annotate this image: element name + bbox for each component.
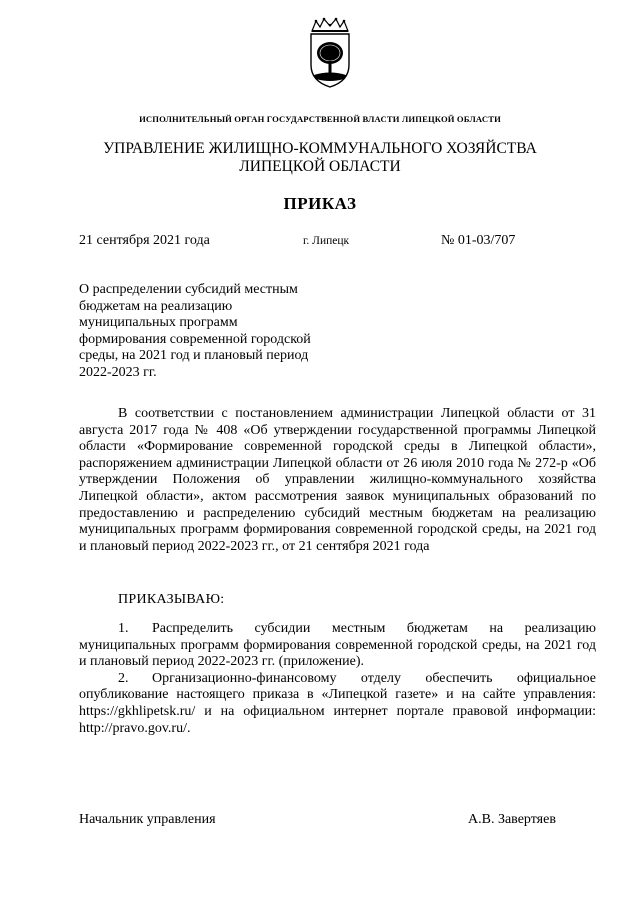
order-item-number: 1. [118,621,129,636]
order-item-text: Организационно-финансовому отделу обеспечить официальное опубликование настоящего приказа в «Липецкой газете» и на сайте управления: https://gkhlipetsk.ru/ и на официальном интернет портале правовой информации: http://pravo.gov.ru/. [79,670,596,736]
preamble-paragraph: В соответствии с постановлением администрации Липецкой области от 31 августа 2017 года № 408 «Об утверждении государственной программы Липецкой области «Формирование современной городской среды в Липецкой области», распоряжением администрации Липецкой области от 26 июля 2010 года № 272-р «Об утверждении Положения об управлении жилищно-коммунального хозяйства Липецкой области», актом рассмотрения заявок муниципальных образований по предоставлению и распределению субсидий местным бюджетам на реализацию муниципальных программ формирования современной городской среды, на 2021 год и плановый период 2022-2023 гг., от 21 сентября 2021 года [79,406,596,554]
subject-line: формирования современной городской [79,331,311,347]
order-date: 21 сентября 2021 года [79,233,210,248]
lipetsk-coat-of-arms-icon [304,17,356,89]
order-number: № 01-03/707 [441,233,516,248]
order-item-text: Распределить субсидии местным бюджетам на реализацию муниципальных программ формирования современной городской среды, на 2021 год и плановый период 2022-2023 гг. (приложение). [79,621,596,670]
order-item [79,621,596,671]
authority-title: ИСПОЛНИТЕЛЬНЫЙ ОРГАН ГОСУДАРСТВЕННОЙ ВЛАСТИ ЛИПЕЦКОЙ ОБЛАСТИ [139,114,501,124]
order-items [79,621,596,737]
subject-line: муниципальных программ [79,315,238,331]
subject-line: 2022-2023 гг. [79,364,157,380]
signer-position: Начальник управления [79,812,216,827]
signer-name: А.В. Завертяев [468,812,556,827]
order-directive: ПРИКАЗЫВАЮ: [118,592,225,607]
subject-line: бюджетам на реализацию [79,298,233,314]
order-item [79,671,596,737]
subject-line: среды, на 2021 год и плановый период [79,348,309,364]
department-line-2: ЛИПЕЦКОЙ ОБЛАСТИ [239,158,401,175]
department-title [0,140,640,176]
order-subject [79,282,349,382]
department-line-1: УПРАВЛЕНИЕ ЖИЛИЩНО-КОММУНАЛЬНОГО ХОЗЯЙСТВА [103,140,537,157]
subject-line: О распределении субсидий местным [79,282,298,297]
document-type: ПРИКАЗ [283,194,357,213]
order-item-number: 2. [118,670,129,686]
order-city: г. Липецк [303,235,350,247]
order-preamble [79,406,596,555]
